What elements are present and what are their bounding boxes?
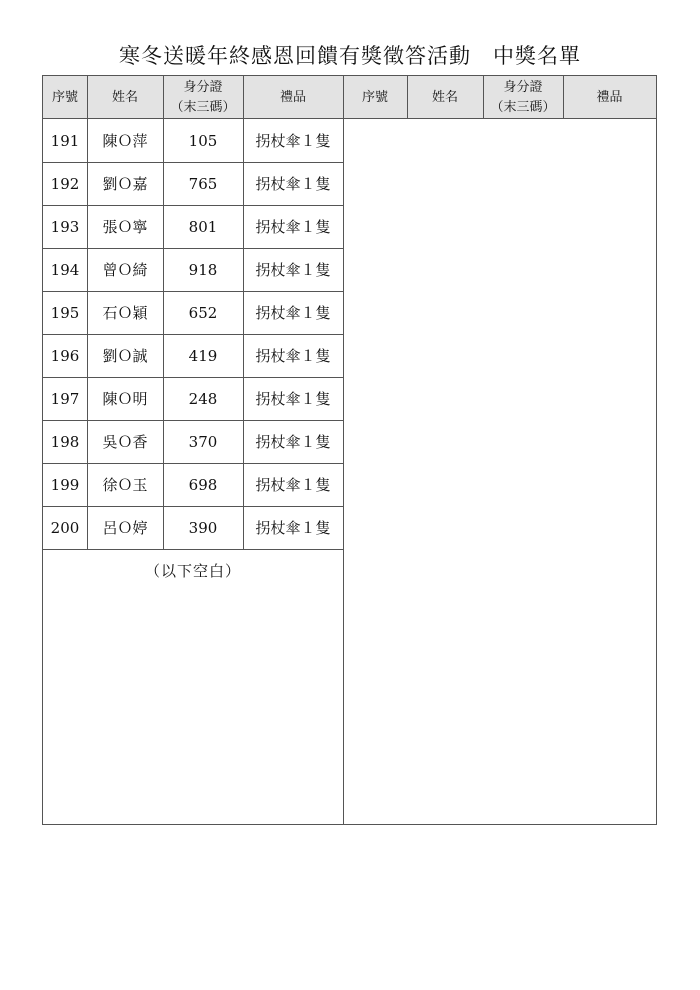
header-id-right <box>483 76 563 119</box>
name-cell: 徐Ｏ玉 <box>102 476 148 494</box>
gift-cell: 拐杖傘１隻 <box>255 433 331 451</box>
gift-cell: 拐杖傘１隻 <box>255 132 331 150</box>
header-gift-right <box>563 76 656 119</box>
header-divider <box>87 76 88 119</box>
seq-cell: 195 <box>50 303 80 322</box>
id-cell: 248 <box>188 389 218 408</box>
header-id-sublabel: （末三碼） <box>170 99 236 115</box>
name-cell: 劉Ｏ嘉 <box>102 175 148 193</box>
seq-cell: 191 <box>50 131 80 150</box>
seq-cell: 192 <box>50 174 80 193</box>
header-name-label: 姓名 <box>431 89 458 105</box>
gift-cell: 拐杖傘１隻 <box>255 390 331 408</box>
header-seq-left <box>43 76 87 119</box>
name-cell: 吳Ｏ香 <box>102 433 148 451</box>
gift-cell: 拐杖傘１隻 <box>255 347 331 365</box>
gift-cell: 拐杖傘１隻 <box>255 218 331 236</box>
table-row <box>43 119 343 162</box>
table-row <box>43 506 343 549</box>
end-of-list-note: （以下空白） <box>144 562 241 580</box>
page-title: 寒冬送暖年終感恩回饋有獎徵答活動 中獎名單 <box>119 44 581 68</box>
header-seq-label: 序號 <box>361 89 388 105</box>
id-cell: 765 <box>188 174 218 193</box>
table-row <box>43 463 343 506</box>
header-seq-label: 序號 <box>51 89 78 105</box>
id-cell: 801 <box>188 217 218 236</box>
name-cell: 張Ｏ寧 <box>102 218 148 236</box>
id-cell: 918 <box>188 260 218 279</box>
seq-cell: 196 <box>50 346 80 365</box>
gift-cell: 拐杖傘１隻 <box>255 519 331 537</box>
gift-cell: 拐杖傘１隻 <box>255 304 331 322</box>
seq-cell: 198 <box>50 432 80 451</box>
gift-cell: 拐杖傘１隻 <box>255 175 331 193</box>
center-divider <box>343 76 344 825</box>
header-id-sublabel: （末三碼） <box>490 99 556 115</box>
table-row <box>43 205 343 248</box>
table-row <box>43 291 343 334</box>
seq-cell: 197 <box>50 389 80 408</box>
seq-cell: 199 <box>50 475 80 494</box>
header-seq-right <box>343 76 407 119</box>
header-id-label: 身分證 <box>503 79 543 95</box>
name-cell: 陳Ｏ萍 <box>102 132 148 150</box>
header-divider <box>407 76 408 119</box>
gift-cell: 拐杖傘１隻 <box>255 476 331 494</box>
header-id-left <box>163 76 243 119</box>
header-name-right <box>407 76 483 119</box>
header-divider <box>483 76 484 119</box>
seq-cell: 200 <box>50 518 80 537</box>
id-cell: 105 <box>188 131 218 150</box>
gift-cell: 拐杖傘１隻 <box>255 261 331 279</box>
id-cell: 419 <box>188 346 218 365</box>
row-divider <box>43 549 343 550</box>
header-gift-left <box>243 76 343 119</box>
seq-cell: 193 <box>50 217 80 236</box>
name-cell: 呂Ｏ婷 <box>102 519 148 537</box>
header-gift-label: 禮品 <box>279 89 306 105</box>
table-row <box>43 162 343 205</box>
table-row <box>43 377 343 420</box>
id-cell: 652 <box>188 303 218 322</box>
header-id-label: 身分證 <box>183 79 223 95</box>
header-divider <box>243 76 244 119</box>
name-cell: 石Ｏ穎 <box>102 304 148 322</box>
table-row <box>43 420 343 463</box>
id-cell: 390 <box>188 518 218 537</box>
header-gift-label: 禮品 <box>596 89 623 105</box>
seq-cell: 194 <box>50 260 80 279</box>
winners-table <box>42 75 657 825</box>
table-row <box>43 334 343 377</box>
table-row <box>43 248 343 291</box>
header-name-left <box>87 76 163 119</box>
name-cell: 陳Ｏ明 <box>102 390 148 408</box>
header-divider <box>563 76 564 119</box>
header-divider <box>163 76 164 119</box>
header-name-label: 姓名 <box>111 89 138 105</box>
id-cell: 698 <box>188 475 218 494</box>
name-cell: 劉Ｏ誠 <box>102 347 148 365</box>
id-cell: 370 <box>188 432 218 451</box>
name-cell: 曾Ｏ綺 <box>102 261 148 279</box>
